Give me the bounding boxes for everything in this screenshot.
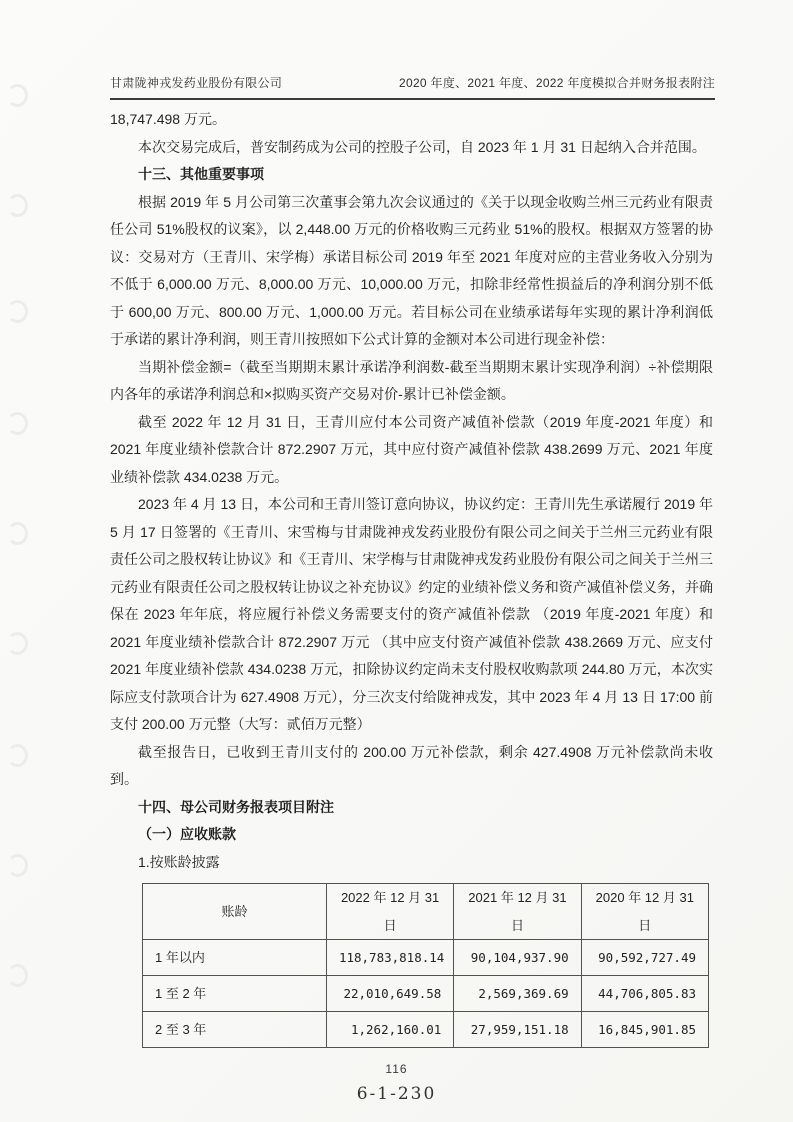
binding-mark-artifact: [7, 194, 28, 217]
amount-cell: 22,010,649.58: [326, 976, 453, 1012]
paragraph-compensation-formula: 当期补偿金额=（截至当期期末累计承诺净利润数-截至当期期末累计实现净利润）÷补偿期限内各年的承诺净利润总和×拟购买资产交易对价-累计已补偿金额。: [110, 358, 713, 402]
paragraph-carryover-amount: 18,747.498 万元。: [110, 111, 226, 127]
aging-bucket-label: 2 至 3 年: [143, 1012, 327, 1048]
document-code: 6-1-230: [356, 1084, 437, 1104]
binding-mark-artifact: [7, 632, 28, 655]
table-row: [143, 1012, 709, 1048]
column-header-aging: 账龄: [143, 884, 327, 940]
binding-mark-artifact: [7, 84, 28, 107]
paragraph-merge-note: 本次交易完成后，普安制药成为公司的控股子公司，自 2023 年 1 月 31 日起纳入合并范围。: [138, 138, 706, 155]
paragraph-acquisition-agreement: 根据 2019 年 5 月公司第三次董事会第九次会议通过的《关于以现金收购兰州三元药业有限责任公司 51%股权的议案》，以 2,448.00 万元的价格收购三元药业 51%的股权。根据双方签署的协议：交易对方（王青川、宋学梅）承诺目标公司 2019 年至 2021 年度对应的主营业务收入分别为不低于 6,000.00 万元、8,000.00 万元、10,000.00 万元，扣除非经常性损益后的净利润分别不低于 600,00 万元、800.00 万元、1,000.00 万元。若目标公司在业绩承诺每年实现的累计净利润低于承诺的累计净利润，则王青川按照如下公式计算的金额对本公司进行现金补偿：: [110, 193, 713, 347]
section-14-1-item-label: 1.按账龄披露: [138, 853, 220, 870]
section-13-heading: 十三、其他重要事项: [138, 166, 264, 182]
binding-mark-artifact: [7, 300, 28, 323]
amount-cell: 90,592,727.49: [581, 940, 708, 976]
binding-mark-artifact: [7, 964, 28, 987]
aging-bucket-label: 1 年以内: [143, 940, 327, 976]
amount-cell: 27,959,151.18: [454, 1012, 581, 1048]
paragraph-intent-agreement: 2023 年 4 月 13 日，本公司和王青川签订意向协议，协议约定：王青川先生承诺履行 2019 年 5 月 17 日签署的《王青川、宋雪梅与甘肃陇神戎发药业股份有限公司之间关于兰州三元药业有限责任公司之股权转让协议》和《王青川、宋学梅与甘肃陇神戎发药业股份有限公司之间关于兰州三元药业有限责任公司之股权转让协议之补充协议》约定的业绩补偿义务和资产减值补偿义务，并确保在 2023 年年底，将应履行补偿义务需要支付的资产减值补偿款 （2019 年度-2021 年度）和 2021 年度业绩补偿款合计 872.2907 万元 （其中应支付资产减值补偿款 438.2669 万元、应支付 2021 年度业绩补偿款 434.0238 万元，扣除协议约定尚未支付股权收购款项 244.80 万元，本次实际应支付款项合计为 627.4908 万元），分三次支付给陇神戎发，其中 2023 年 4 月 13 日 17:00 前支付 200.00 万元整（大写：贰佰万元整）: [110, 496, 713, 732]
amount-cell: 16,845,901.85: [581, 1012, 708, 1048]
document-header: [110, 74, 715, 100]
paragraph-received-compensation: 截至报告日，已收到王青川支付的 200.00 万元补偿款，剩余 427.4908 万元补偿款尚未收到。: [110, 743, 713, 787]
amount-cell: 1,262,160.01: [326, 1012, 453, 1048]
binding-mark-artifact: [7, 522, 28, 545]
page-number: 116: [385, 1062, 408, 1076]
column-header-2022: 2022 年 12 月 31 日: [326, 884, 453, 940]
amount-cell: 2,569,369.69: [454, 976, 581, 1012]
document-body: [110, 106, 713, 1048]
aging-bucket-label: 1 至 2 年: [143, 976, 327, 1012]
section-14-1-heading: （一）应收账款: [138, 826, 236, 842]
report-title: 2020 年度、2021 年度、2022 年度模拟合并财务报表附注: [399, 76, 715, 90]
accounts-receivable-aging-table: [142, 883, 709, 1048]
paragraph-payable-compensation: 截至 2022 年 12 月 31 日，王青川应付本公司资产减值补偿款（2019 年度-2021 年度）和 2021 年度业绩补偿款合计 872.2907 万元，其中应付资产减值补偿款 438.2699 万元、2021 年度业绩补偿款 434.0238 万元。: [110, 413, 713, 485]
table-header-row: [143, 884, 709, 940]
binding-mark-artifact: [7, 744, 28, 767]
column-header-2021: 2021 年 12 月 31 日: [454, 884, 581, 940]
binding-mark-artifact: [7, 412, 28, 435]
company-name: 甘肃陇神戎发药业股份有限公司: [110, 76, 283, 90]
amount-cell: 118,783,818.14: [326, 940, 453, 976]
table-row: [143, 940, 709, 976]
column-header-2020: 2020 年 12 月 31 日: [581, 884, 708, 940]
binding-mark-artifact: [7, 854, 28, 877]
amount-cell: 44,706,805.83: [581, 976, 708, 1012]
section-14-heading: 十四、母公司财务报表项目附注: [138, 798, 334, 815]
amount-cell: 90,104,937.90: [454, 940, 581, 976]
table-row: [143, 976, 709, 1012]
